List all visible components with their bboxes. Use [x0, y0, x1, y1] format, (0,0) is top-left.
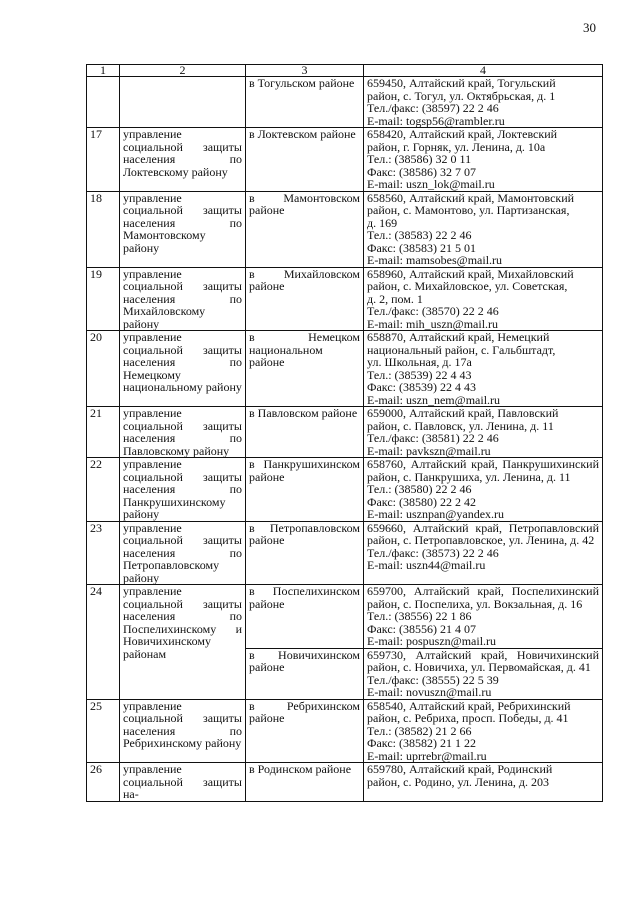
contact-info [364, 191, 603, 267]
contact-info [364, 331, 603, 407]
district-name: в Петропавловском районе [246, 521, 364, 585]
department-name: управление социальной защиты населения по Петропавловскому району [120, 521, 246, 585]
contact-info [364, 521, 603, 585]
department-name: управление социальной защиты населения по Локтевскому району [120, 128, 246, 192]
contact-line: Тел.: (38580) 22 2 46 [367, 482, 472, 496]
table-body [87, 77, 603, 802]
contact-line: ул. Школьная, д. 17а [367, 355, 472, 369]
row-number: 18 [87, 191, 120, 267]
contact-info [364, 648, 603, 699]
contact-info [364, 585, 603, 649]
department-name: управление социальной защиты населения по Мамонтовскому району [120, 191, 246, 267]
table-row [87, 267, 603, 331]
contact-line: Факс: (38582) 21 1 22 [367, 736, 476, 750]
district-name: в Павловском районе [246, 407, 364, 458]
row-number: 20 [87, 331, 120, 407]
contact-line: 659450, Алтайский край, Тогульский [367, 76, 556, 90]
contact-line: 659000, Алтайский край, Павловский [367, 406, 559, 420]
contact-line: Факс: (38586) 32 7 07 [367, 164, 476, 179]
row-number: 21 [87, 407, 120, 458]
row-number [87, 77, 120, 128]
contact-info [364, 407, 603, 458]
row-number: 24 [87, 585, 120, 700]
contact-line: район, с. Ребриха, просп. Победы, д. 41 [367, 711, 569, 725]
contact-info [364, 267, 603, 331]
row-number: 19 [87, 267, 120, 331]
contact-line: Тел./факс: (38573) 22 2 46 [367, 545, 499, 560]
contact-line: 658420, Алтайский край, Локтевский [367, 127, 558, 141]
table-row [87, 763, 603, 802]
email-line: E-mail: togsp56@rambler.ru [367, 113, 505, 128]
contact-line: 658560, Алтайский край, Мамонтовский [367, 191, 575, 205]
contact-line: 658760, Алтайский край, Панкрушихинский район, с. Панкрушиха, ул. Ленина, д. 11 [367, 457, 599, 484]
email-line: E-mail: uszn_nem@mail.ru [367, 392, 501, 407]
row-number: 26 [87, 763, 120, 802]
institutions-table [86, 64, 603, 802]
contact-line: район, г. Горняк, ул. Ленина, д. 10а [367, 139, 546, 154]
contact-line: Тел.: (38539) 22 4 43 [367, 367, 472, 382]
contact-line: район, с. Родино, ул. Ленина, д. 203 [367, 774, 550, 789]
col-header-1: 1 [87, 65, 120, 77]
district-name: в Поспелихинском районе [246, 585, 364, 649]
table-row [87, 521, 603, 585]
department-name [120, 77, 246, 128]
contact-line: Тел.: (38583) 22 2 46 [367, 228, 472, 242]
email-line: E-mail: uprrebr@mail.ru [367, 748, 487, 763]
contact-line: район, с. Михайловское, ул. Советская, [367, 279, 568, 293]
contact-line: Факс: (38583) 21 5 01 [367, 240, 476, 255]
email-line: E-mail: uszn_lok@mail.ru [367, 177, 495, 191]
table-row [87, 407, 603, 458]
district-name: в Мамонтовском районе [246, 191, 364, 267]
email-line: E-mail: usznpan@yandex.ru [367, 507, 505, 521]
district-name: в Новичихинском районе [246, 648, 364, 699]
district-name: в Родинском районе [246, 763, 364, 802]
district-name: в Тогульском районе [246, 77, 364, 128]
row-number: 25 [87, 699, 120, 763]
email-line: E-mail: mamsobes@mail.ru [367, 253, 503, 267]
contact-line: д. 2, пом. 1 [367, 291, 423, 306]
district-name: в Панкрушихинском районе [246, 458, 364, 522]
contact-line: Факс: (38556) 21 4 07 [367, 621, 476, 636]
contact-line: национальный район, с. Гальбштадт, [367, 342, 556, 357]
department-name: управление социальной защиты населения по Панкрушихинскому району [120, 458, 246, 522]
department-name: управление социальной защиты населения по Немецкому национальному району [120, 331, 246, 407]
table-row [87, 458, 603, 522]
contact-line: Факс: (38539) 22 4 43 [367, 380, 476, 394]
department-name: управление социальной защиты на- [120, 763, 246, 802]
email-line: E-mail: mih_uszn@mail.ru [367, 316, 499, 331]
contact-info [364, 763, 603, 802]
department-name: управление социальной защиты населения по Ребрихинскому району [120, 699, 246, 763]
contact-line: Тел.: (38586) 32 0 11 [367, 152, 472, 166]
contact-line: Тел./факс: (38597) 22 2 46 [367, 101, 499, 115]
table-row [87, 77, 603, 128]
contact-info [364, 699, 603, 763]
district-name: в Михайловском районе [246, 267, 364, 331]
contact-line: 658540, Алтайский край, Ребрихинский [367, 699, 571, 713]
email-line: E-mail: novuszn@mail.ru [367, 685, 492, 699]
table-row [87, 699, 603, 763]
contact-info [364, 458, 603, 522]
email-line: E-mail: pospuszn@mail.ru [367, 634, 497, 648]
department-name: управление социальной защиты населения по Поспелихинскому и Новичихинскому районам [120, 585, 246, 700]
page-number: 30 [583, 20, 596, 35]
col-header-2: 2 [120, 65, 246, 77]
contact-line: 658960, Алтайский край, Михайловский [367, 267, 574, 281]
contact-line: Тел.: (38556) 22 1 86 [367, 609, 472, 623]
contact-line: Тел.: (38582) 21 2 66 [367, 723, 472, 738]
row-number: 22 [87, 458, 120, 522]
table-row [87, 191, 603, 267]
col-header-3: 3 [246, 65, 364, 77]
contact-line: 659780, Алтайский край, Родинский [367, 762, 553, 776]
contact-line: Тел./факс: (38555) 22 5 39 [367, 672, 499, 687]
email-line: E-mail: pavkszn@mail.ru [367, 443, 491, 458]
contact-line: Тел./факс: (38570) 22 2 46 [367, 304, 499, 318]
row-number: 23 [87, 521, 120, 585]
row-number: 17 [87, 128, 120, 192]
table-row [87, 128, 603, 192]
district-name: в Немецком национальном районе [246, 331, 364, 407]
table-row [87, 585, 603, 649]
table-header-row [87, 65, 603, 77]
contact-line: район, с. Павловск, ул. Ленина, д. 11 [367, 418, 554, 433]
contact-line: 659660, Алтайский край, Петропавловский район, с. Петропавловское, ул. Ленина, д. 42 [367, 521, 599, 547]
district-name: в Ребрихинском районе [246, 699, 364, 763]
contact-line: 659730, Алтайский край, Новичихинский район, с. Новичиха, ул. Первомайская, д. 41 [367, 648, 599, 674]
col-header-4: 4 [364, 65, 603, 77]
department-name: управление социальной защиты населения по Михайловскому району [120, 267, 246, 331]
contact-info [364, 128, 603, 192]
contact-line: Тел./факс: (38581) 22 2 46 [367, 431, 499, 445]
department-name: управление социальной защиты населения по Павловскому району [120, 407, 246, 458]
contact-line: Факс: (38580) 22 2 42 [367, 494, 476, 509]
contact-line: д. 169 [367, 215, 398, 230]
contact-line: 659700, Алтайский край, Поспелихинский район, с. Поспелиха, ул. Вокзальная, д. 16 [367, 584, 599, 611]
contact-info [364, 77, 603, 128]
contact-line: район, с. Мамонтово, ул. Партизанская, [367, 203, 570, 217]
email-line: E-mail: uszn44@mail.ru [367, 558, 486, 572]
table-row [87, 331, 603, 407]
contact-line: район, с. Тогул, ул. Октябрьская, д. 1 [367, 88, 556, 103]
district-name: в Локтевском районе [246, 128, 364, 192]
contact-line: 658870, Алтайский край, Немецкий [367, 330, 550, 344]
